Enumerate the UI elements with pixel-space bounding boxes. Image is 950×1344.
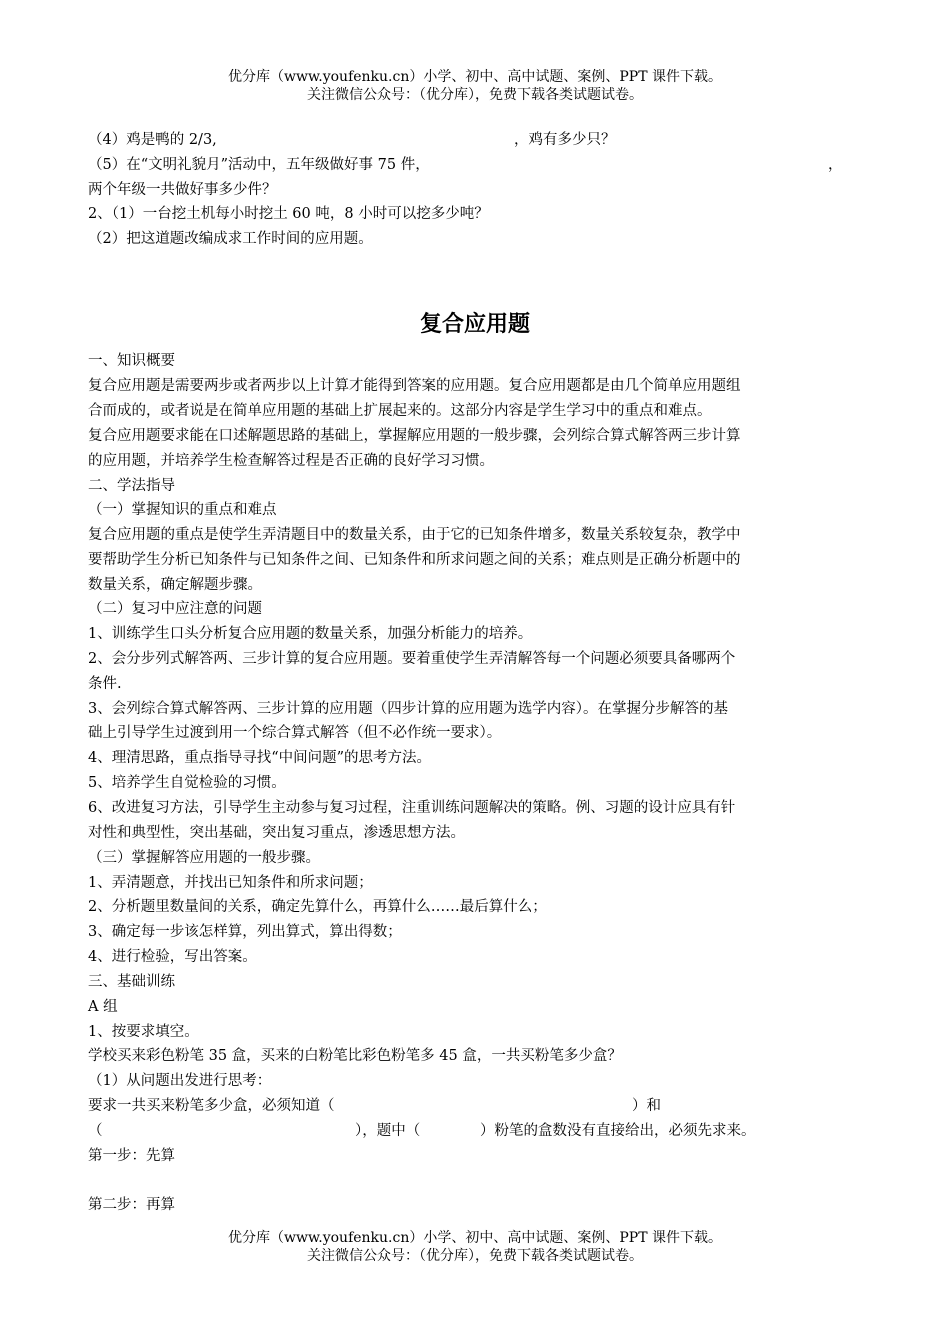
question-4-end: ，鸡有多少只？: [514, 132, 616, 148]
fill-blank-end: ）和: [632, 1098, 661, 1114]
question-2-2: （2）把这道题改编成求工作时间的应用题。: [88, 231, 373, 247]
section-heading: 二、学法指导: [88, 478, 175, 494]
list-item: 2、分析题里数量间的关系，确定先算什么，再算什么……最后算什么；: [88, 899, 547, 915]
page-header: [0, 68, 950, 104]
exercise-question: 学校买来彩色粉笔 35 盒，买来的白粉笔比彩色粉笔多 45 盒，一共买粉笔多少盒？: [88, 1048, 622, 1064]
subsection-heading: （二）复习中应注意的问题: [88, 601, 262, 617]
question-2-1: 2、（1）一台挖土机每小时挖土 60 吨，8 小时可以挖多少吨？: [88, 206, 489, 222]
list-item: 1、弄清题意，并找出已知条件和所求问题；: [88, 875, 373, 891]
paragraph-line: 数量关系，确定解题步骤。: [88, 577, 262, 593]
section-heading: 一、知识概要: [88, 353, 175, 369]
list-item: 条件.: [88, 676, 122, 692]
fill-blank-start: 要求一共买来粉笔多少盒，必须知道（: [88, 1098, 335, 1114]
question-5-comma: ，: [828, 157, 843, 173]
header-line-2: 关注微信公众号：（优分库），免费下载各类试题试卷。: [307, 87, 643, 103]
paragraph-line: 要帮助学生分析已知条件与已知条件之间、已知条件和所求问题之间的关系；难点则是正确分析题中的: [88, 552, 741, 568]
list-item: 6、改进复习方法，引导学生主动参与复习过程，注重训练问题解决的策略。例、习题的设计应具有针: [88, 800, 736, 816]
list-item: 2、会分步列式解答两、三步计算的复合应用题。要着重使学生弄清解答每一个问题必须要具备哪两个: [88, 651, 736, 667]
paragraph-line: 复合应用题的重点是使学生弄清题目中的数量关系，由于它的已知条件增多，数量关系较复杂，教学中: [88, 527, 741, 543]
header-line-1: 优分库（www.youfenku.cn）小学、初中、高中试题、案例、PPT 课件下载。: [227, 69, 722, 85]
paragraph-line: 复合应用题要求能在口述解题思路的基础上，掌握解应用题的一般步骤，会列综合算式解答两三步计算: [88, 428, 741, 444]
question-5-end: 两个年级一共做好事多少件？: [88, 182, 277, 198]
question-5-start: （5）在“文明礼貌月”活动中，五年级做好事 75 件，: [88, 157, 430, 173]
page-footer: [0, 1229, 950, 1265]
question-4-start: （4）鸡是鸭的 2/3,: [88, 132, 217, 148]
fill-blank-open: （: [88, 1123, 103, 1139]
list-item: 4、进行检验，写出答案。: [88, 949, 257, 965]
paragraph-line: 的应用题，并培养学生检查解答过程是否正确的良好学习习惯。: [88, 453, 494, 469]
list-item: 3、会列综合算式解答两、三步计算的应用题（四步计算的应用题为选学内容）。在掌握分步解答的基: [88, 701, 728, 717]
exercise-subitem: （1）从问题出发进行思考：: [88, 1073, 272, 1089]
exercise-item: 1、按要求填空。: [88, 1024, 199, 1040]
list-item: 3、确定每一步该怎样算，列出算式，算出得数；: [88, 924, 402, 940]
paragraph-line: 复合应用题是需要两步或者两步以上计算才能得到答案的应用题。复合应用题都是由几个简单应用题组: [88, 378, 741, 394]
list-item: 础上引导学生过渡到用一个综合算式解答（但不必作统一要求）。: [88, 725, 502, 741]
page-title: 复合应用题: [419, 311, 530, 337]
section-heading: 三、基础训练: [88, 974, 175, 990]
fill-blank-end: ）粉笔的盒数没有直接给出，必须先求来。: [480, 1123, 756, 1139]
list-item: 对性和典型性，突出基础，突出复习重点，渗透思想方法。: [88, 825, 465, 841]
list-item: 1、训练学生口头分析复合应用题的数量关系，加强分析能力的培养。: [88, 626, 533, 642]
list-item: 5、培养学生自觉检验的习惯。: [88, 775, 286, 791]
subsection-heading: （三）掌握解答应用题的一般步骤。: [88, 850, 320, 866]
footer-line-2: 关注微信公众号：（优分库），免费下载各类试题试卷。: [307, 1248, 643, 1264]
list-item: 4、理清思路，重点指导寻找“中间问题”的思考方法。: [88, 750, 432, 766]
step-label: 第一步：先算: [88, 1148, 175, 1164]
step-label: 第二步：再算: [88, 1197, 175, 1213]
footer-line-1: 优分库（www.youfenku.cn）小学、初中、高中试题、案例、PPT 课件下载。: [227, 1230, 722, 1246]
subsection-heading: （一）掌握知识的重点和难点: [88, 502, 277, 518]
group-label: A 组: [88, 999, 118, 1015]
paragraph-line: 合而成的，或者说是在简单应用题的基础上扩展起来的。这部分内容是学生学习中的重点和难点。: [88, 403, 712, 419]
fill-blank-middle: ），题中（: [355, 1123, 421, 1139]
